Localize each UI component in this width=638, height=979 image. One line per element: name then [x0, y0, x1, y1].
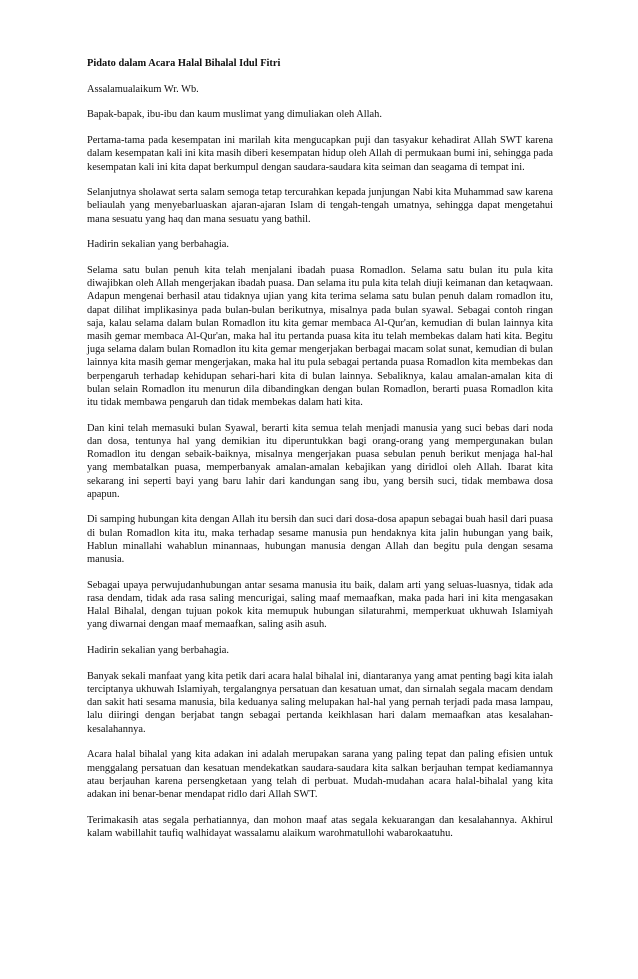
paragraph-closing: Terimakasih atas segala perhatiannya, dan mohon maaf atas segala kekuarangan dan kesalahannya. Akhirul kalam wabillahit taufiq walhidayat wassalamu alaikum warohmatullohi wabarokaatuhu.	[87, 814, 553, 839]
paragraph-gratitude: Pertama-tama pada kesempatan ini marilah kita mengucapkan puji dan tasyakur kehadirat Allah SWT karena dalam kesempatan kali ini kita masih diberi kesempatan hidup oleh Allah di permukaan bumi ini, sehingga pada kesempatan kali ini kita dapat berkumpul dengan saudara-saudara kita seiman dan seagama di tempat ini.	[87, 135, 554, 173]
paragraph-hadirin-2: Hadirin sekalian yang berbahagia.	[87, 645, 229, 657]
document-title: Pidato dalam Acara Halal Bihalal Idul Fitri	[87, 58, 281, 69]
paragraph-hubungan: Di samping hubungan kita dengan Allah itu bersih dan suci dari dosa-dosa apapun sebagai buah hasil dari puasa di bulan Romadlon kita itu, maka terhadap sesame manusia pun hendaknya kita jalin hubungan yang baik, Hablun minallahi wahablun minannaas, hubungan manusia dengan Allah dan begitu pula dengan sesama manusia.	[87, 514, 553, 566]
paragraph-acara: Acara halal bihalal yang kita adakan ini adalah merupakan sarana yang paling tepat dan paling efisien untuk menggalang persatuan dan kesatuan mendekatkan saudara-saudara kita salkan berjauhan tempat kediamannya atau berjauhan karena persengketaan yang telah di perbuat. Mudah-mudahan acara halal-bihalal yang kita adakan ini benar-benar mendapat ridlo dari Allah SWT.	[87, 749, 553, 800]
paragraph-greeting: Assalamualaikum Wr. Wb.	[87, 83, 199, 95]
paragraph-sholawat: Selanjutnya sholawat serta salam semoga tetap tercurahkan kepada junjungan Nabi kita Muhammad saw karena beliaulah yang menyebarluaskan ajaran-ajaran Islam di tengah-tengah umatnya, sehingga dapat mengetahui mana sesuatu yang haq dan mana sesuatu yang bathil.	[87, 187, 553, 225]
paragraph-romadlon: Selama satu bulan penuh kita telah menjalani ibadah puasa Romadlon. Selama satu bulan itu pula kita diwajibkan oleh Allah mengerjakan ibadah puasa. Dan selama itu pula kita telah diuji keimanan dan ketaqwaan. Adapun mengenai berhasil atau tidaknya ujian yang kita terima selama satu bulan penuh dalam romadlon itu, dapat dilihat implikasinya pada bulan-bulan berikutnya, misalnya pada bulan syawal. Sebagai contoh ringan saja, kalau selama dalam bulan Romadlon itu kita gemar membaca Al-Qur'an, kemudian di bulan lainnya kita masih gemar membaca Al-Qur'an, maka hal itu pertanda puasa kita itu telah membekas dalam hati kita. Begitu juga selama dalam bulan Romadlon itu kita gemar mengerjakan berbagai macam solat sunat, kemudian di bulan lainnya kita masih gemar mengerjakan, maka hal itu pula sebagai pertanda puasa Romadlon kita membekas dan berpengaruh terhadap kehidupan sehari-hari kita di bulan lainnya. Sebaliknya, kalau amalan-amalan kita di bulan selain Romadlon itu menurun dila dibandingkan dengan bulan Romadlon, berarti puasa Romadlon kita itu tidak membawa pengaruh dan tidak membekas dalam hati kita.	[87, 265, 553, 409]
paragraph-audience: Bapak-bapak, ibu-ibu dan kaum muslimat yang dimuliakan oleh Allah.	[87, 109, 382, 121]
document-page	[87, 57, 553, 853]
paragraph-hadirin-1: Hadirin sekalian yang berbahagia.	[87, 239, 229, 251]
paragraph-upaya: Sebagai upaya perwujudanhubungan antar sesama manusia itu baik, dalam arti yang seluas-luasnya, tidak ada rasa dendam, tidak ada rasa saling mencurigai, saling maaf memaafkan, maka pada hari ini kita mengasakan Halal Bihalal, dengan tujuan pokok kita memupuk hubungan silaturahmi, memperkuat ukhuwah Islamiyah yang diwarnai dengan maaf memaafkan, saling asih asuh.	[87, 579, 553, 631]
paragraph-manfaat: Banyak sekali manfaat yang kita petik dari acara halal bihalal ini, diantaranya yang amat penting bagi kita ialah terciptanya ukhuwah Islamiyah, tergalangnya persatuan dan kesatuan umat, dan sirnalah segala macam dendam dan sakit hati sesama manusia, bila keduanya saling melupakan hal-hal yang pernah terjadi pada masa lampau, lalu diiringi dengan berjabat tangn sebagai pertanda keikhlasan hari dalam memaafkan atas kesalahan-kesalahannya.	[87, 670, 553, 735]
paragraph-syawal: Dan kini telah memasuki bulan Syawal, berarti kita semua telah menjadi manusia yang suci bebas dari noda dan dosa, tentunya hal yang demikian itu diperuntukkan bagi orang-orang yang mempergunakan bulan Romadlon itu dengan sebaik-baiknya, misalnya mengerjakan puasa sebulan penuh berikut menjaga hal-hal yang membatalkan puasa, memperbanyak amalan-amalan kebajikan yang diridloi oleh Allah. Ibarat kita sekarang ini seperti bayi yang baru lahir dari kandungan sang ibu, yang bersih suci, tidak membawa dosa apapun.	[87, 422, 553, 500]
